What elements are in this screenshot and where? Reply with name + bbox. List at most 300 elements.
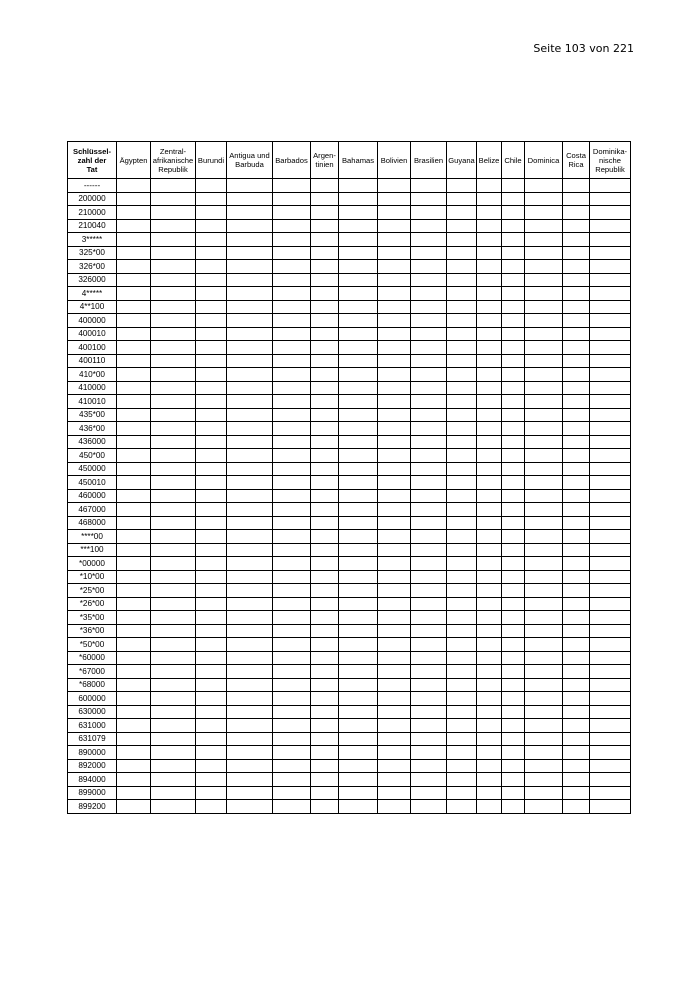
empty-cell <box>378 678 411 692</box>
empty-cell <box>525 557 563 571</box>
table-row <box>68 597 631 611</box>
table-row <box>68 503 631 517</box>
empty-cell <box>447 557 477 571</box>
empty-cell <box>227 260 273 274</box>
empty-cell <box>196 530 227 544</box>
empty-cell <box>117 314 151 328</box>
empty-cell <box>411 530 447 544</box>
empty-cell <box>563 638 590 652</box>
empty-cell <box>563 233 590 247</box>
empty-cell <box>273 422 311 436</box>
empty-cell <box>525 624 563 638</box>
empty-cell <box>590 543 631 557</box>
empty-cell <box>378 705 411 719</box>
empty-cell <box>477 287 502 301</box>
empty-cell <box>273 435 311 449</box>
table-row <box>68 570 631 584</box>
empty-cell <box>411 678 447 692</box>
empty-cell <box>411 543 447 557</box>
empty-cell <box>339 746 378 760</box>
empty-cell <box>477 746 502 760</box>
empty-cell <box>411 516 447 530</box>
empty-cell <box>411 408 447 422</box>
empty-cell <box>339 692 378 706</box>
empty-cell <box>447 192 477 206</box>
key-cell: 450*00 <box>68 449 117 463</box>
empty-cell <box>151 503 196 517</box>
empty-cell <box>311 192 339 206</box>
empty-cell <box>447 570 477 584</box>
country-column-header: Barbados <box>273 142 311 179</box>
empty-cell <box>151 233 196 247</box>
empty-cell <box>563 719 590 733</box>
page-number: Seite 103 von 221 <box>533 42 634 55</box>
empty-cell <box>273 300 311 314</box>
empty-cell <box>563 692 590 706</box>
empty-cell <box>117 327 151 341</box>
key-cell: 400010 <box>68 327 117 341</box>
empty-cell <box>196 584 227 598</box>
empty-cell <box>227 773 273 787</box>
empty-cell <box>590 476 631 490</box>
empty-cell <box>339 557 378 571</box>
empty-cell <box>525 206 563 220</box>
empty-cell <box>339 719 378 733</box>
empty-cell <box>273 246 311 260</box>
empty-cell <box>117 233 151 247</box>
empty-cell <box>563 192 590 206</box>
table-row <box>68 489 631 503</box>
key-cell: 4**100 <box>68 300 117 314</box>
empty-cell <box>378 624 411 638</box>
empty-cell <box>477 651 502 665</box>
country-column-header: Dominika- nische Republik <box>590 142 631 179</box>
empty-cell <box>502 219 525 233</box>
empty-cell <box>477 705 502 719</box>
empty-cell <box>411 206 447 220</box>
empty-cell <box>273 786 311 800</box>
empty-cell <box>151 422 196 436</box>
table-row <box>68 516 631 530</box>
empty-cell <box>117 705 151 719</box>
empty-cell <box>378 273 411 287</box>
empty-cell <box>411 570 447 584</box>
empty-cell <box>477 327 502 341</box>
empty-cell <box>563 435 590 449</box>
empty-cell <box>311 732 339 746</box>
empty-cell <box>477 516 502 530</box>
empty-cell <box>151 570 196 584</box>
empty-cell <box>525 246 563 260</box>
empty-cell <box>311 746 339 760</box>
empty-cell <box>563 759 590 773</box>
empty-cell <box>590 611 631 625</box>
empty-cell <box>339 233 378 247</box>
country-column-header: Costa Rica <box>563 142 590 179</box>
empty-cell <box>477 584 502 598</box>
empty-cell <box>502 327 525 341</box>
table-row <box>68 395 631 409</box>
empty-cell <box>227 422 273 436</box>
empty-cell <box>151 732 196 746</box>
empty-cell <box>477 597 502 611</box>
table-row <box>68 665 631 679</box>
empty-cell <box>196 233 227 247</box>
empty-cell <box>563 287 590 301</box>
empty-cell <box>502 624 525 638</box>
empty-cell <box>339 651 378 665</box>
key-cell: 326000 <box>68 273 117 287</box>
empty-cell <box>227 192 273 206</box>
empty-cell <box>502 773 525 787</box>
empty-cell <box>196 246 227 260</box>
key-cell: *60000 <box>68 651 117 665</box>
empty-cell <box>378 246 411 260</box>
empty-cell <box>447 719 477 733</box>
empty-cell <box>447 300 477 314</box>
key-cell: *67000 <box>68 665 117 679</box>
empty-cell <box>273 759 311 773</box>
empty-cell <box>378 219 411 233</box>
empty-cell <box>525 408 563 422</box>
key-cell: 600000 <box>68 692 117 706</box>
empty-cell <box>502 597 525 611</box>
empty-cell <box>196 408 227 422</box>
empty-cell <box>477 732 502 746</box>
empty-cell <box>339 246 378 260</box>
empty-cell <box>590 597 631 611</box>
empty-cell <box>378 179 411 193</box>
empty-cell <box>411 327 447 341</box>
empty-cell <box>196 327 227 341</box>
empty-cell <box>563 705 590 719</box>
empty-cell <box>273 705 311 719</box>
empty-cell <box>151 368 196 382</box>
empty-cell <box>525 503 563 517</box>
empty-cell <box>196 368 227 382</box>
empty-cell <box>502 651 525 665</box>
empty-cell <box>477 678 502 692</box>
empty-cell <box>339 435 378 449</box>
empty-cell <box>273 179 311 193</box>
empty-cell <box>151 719 196 733</box>
empty-cell <box>227 786 273 800</box>
empty-cell <box>151 395 196 409</box>
table-row <box>68 543 631 557</box>
empty-cell <box>273 557 311 571</box>
empty-cell <box>563 395 590 409</box>
table-row <box>68 584 631 598</box>
empty-cell <box>151 584 196 598</box>
empty-cell <box>590 422 631 436</box>
empty-cell <box>447 746 477 760</box>
table-row <box>68 273 631 287</box>
empty-cell <box>563 246 590 260</box>
empty-cell <box>339 354 378 368</box>
empty-cell <box>502 719 525 733</box>
empty-cell <box>477 368 502 382</box>
empty-cell <box>477 489 502 503</box>
empty-cell <box>477 692 502 706</box>
key-cell: 892000 <box>68 759 117 773</box>
empty-cell <box>590 557 631 571</box>
empty-cell <box>447 651 477 665</box>
table-row <box>68 287 631 301</box>
empty-cell <box>590 732 631 746</box>
empty-cell <box>227 503 273 517</box>
table-row <box>68 692 631 706</box>
empty-cell <box>378 489 411 503</box>
key-cell: 631000 <box>68 719 117 733</box>
empty-cell <box>151 746 196 760</box>
empty-cell <box>525 530 563 544</box>
key-cell: 631079 <box>68 732 117 746</box>
empty-cell <box>525 368 563 382</box>
empty-cell <box>339 800 378 814</box>
empty-cell <box>196 503 227 517</box>
empty-cell <box>311 179 339 193</box>
empty-cell <box>117 489 151 503</box>
key-cell: *35*00 <box>68 611 117 625</box>
empty-cell <box>502 287 525 301</box>
empty-cell <box>151 557 196 571</box>
empty-cell <box>563 651 590 665</box>
empty-cell <box>311 503 339 517</box>
empty-cell <box>117 368 151 382</box>
key-cell: 326*00 <box>68 260 117 274</box>
empty-cell <box>502 233 525 247</box>
table-row <box>68 719 631 733</box>
empty-cell <box>117 179 151 193</box>
empty-cell <box>411 462 447 476</box>
empty-cell <box>227 354 273 368</box>
empty-cell <box>502 449 525 463</box>
empty-cell <box>447 800 477 814</box>
empty-cell <box>590 530 631 544</box>
empty-cell <box>339 449 378 463</box>
table-row <box>68 705 631 719</box>
empty-cell <box>411 489 447 503</box>
empty-cell <box>311 719 339 733</box>
empty-cell <box>339 516 378 530</box>
empty-cell <box>411 611 447 625</box>
empty-cell <box>502 368 525 382</box>
empty-cell <box>502 314 525 328</box>
empty-cell <box>339 327 378 341</box>
empty-cell <box>339 179 378 193</box>
empty-cell <box>590 773 631 787</box>
empty-cell <box>477 773 502 787</box>
empty-cell <box>311 530 339 544</box>
empty-cell <box>477 611 502 625</box>
empty-cell <box>311 246 339 260</box>
empty-cell <box>502 422 525 436</box>
empty-cell <box>477 800 502 814</box>
empty-cell <box>563 381 590 395</box>
country-column-header: Chile <box>502 142 525 179</box>
table-row <box>68 530 631 544</box>
empty-cell <box>563 327 590 341</box>
empty-cell <box>311 327 339 341</box>
empty-cell <box>117 395 151 409</box>
empty-cell <box>311 287 339 301</box>
empty-cell <box>227 273 273 287</box>
empty-cell <box>525 665 563 679</box>
empty-cell <box>378 543 411 557</box>
empty-cell <box>525 341 563 355</box>
empty-cell <box>273 449 311 463</box>
empty-cell <box>117 354 151 368</box>
empty-cell <box>563 584 590 598</box>
empty-cell <box>502 705 525 719</box>
table-row <box>68 314 631 328</box>
empty-cell <box>196 435 227 449</box>
empty-cell <box>411 381 447 395</box>
empty-cell <box>196 786 227 800</box>
empty-cell <box>447 449 477 463</box>
key-cell: *25*00 <box>68 584 117 598</box>
empty-cell <box>525 638 563 652</box>
empty-cell <box>411 638 447 652</box>
empty-cell <box>227 219 273 233</box>
empty-cell <box>563 314 590 328</box>
empty-cell <box>196 746 227 760</box>
empty-cell <box>447 503 477 517</box>
empty-cell <box>590 219 631 233</box>
empty-cell <box>477 300 502 314</box>
empty-cell <box>447 260 477 274</box>
empty-cell <box>590 503 631 517</box>
empty-cell <box>117 759 151 773</box>
empty-cell <box>117 638 151 652</box>
empty-cell <box>311 300 339 314</box>
empty-cell <box>563 449 590 463</box>
empty-cell <box>447 219 477 233</box>
empty-cell <box>411 800 447 814</box>
empty-cell <box>447 530 477 544</box>
empty-cell <box>339 570 378 584</box>
empty-cell <box>447 597 477 611</box>
empty-cell <box>311 624 339 638</box>
empty-cell <box>339 381 378 395</box>
empty-cell <box>447 489 477 503</box>
empty-cell <box>525 719 563 733</box>
empty-cell <box>273 233 311 247</box>
country-column-header: Brasilien <box>411 142 447 179</box>
empty-cell <box>227 705 273 719</box>
empty-cell <box>502 786 525 800</box>
empty-cell <box>311 543 339 557</box>
empty-cell <box>590 435 631 449</box>
empty-cell <box>311 692 339 706</box>
empty-cell <box>196 624 227 638</box>
empty-cell <box>227 287 273 301</box>
empty-cell <box>151 246 196 260</box>
empty-cell <box>447 395 477 409</box>
empty-cell <box>117 773 151 787</box>
empty-cell <box>590 800 631 814</box>
empty-cell <box>563 300 590 314</box>
empty-cell <box>311 395 339 409</box>
empty-cell <box>273 651 311 665</box>
empty-cell <box>447 179 477 193</box>
empty-cell <box>477 422 502 436</box>
empty-cell <box>151 476 196 490</box>
empty-cell <box>525 678 563 692</box>
empty-cell <box>273 692 311 706</box>
empty-cell <box>339 395 378 409</box>
empty-cell <box>477 759 502 773</box>
empty-cell <box>311 233 339 247</box>
empty-cell <box>378 287 411 301</box>
empty-cell <box>590 381 631 395</box>
empty-cell <box>590 287 631 301</box>
empty-cell <box>411 246 447 260</box>
empty-cell <box>477 260 502 274</box>
empty-cell <box>117 651 151 665</box>
empty-cell <box>311 273 339 287</box>
empty-cell <box>563 422 590 436</box>
empty-cell <box>525 800 563 814</box>
empty-cell <box>196 476 227 490</box>
empty-cell <box>273 665 311 679</box>
empty-cell <box>411 624 447 638</box>
table-row <box>68 219 631 233</box>
empty-cell <box>196 300 227 314</box>
table-row <box>68 300 631 314</box>
empty-cell <box>477 354 502 368</box>
empty-cell <box>196 773 227 787</box>
empty-cell <box>273 260 311 274</box>
empty-cell <box>525 395 563 409</box>
empty-cell <box>563 773 590 787</box>
empty-cell <box>273 206 311 220</box>
empty-cell <box>196 651 227 665</box>
offense-key-table <box>67 141 631 814</box>
empty-cell <box>227 233 273 247</box>
empty-cell <box>477 233 502 247</box>
empty-cell <box>447 678 477 692</box>
empty-cell <box>378 597 411 611</box>
empty-cell <box>151 516 196 530</box>
empty-cell <box>273 719 311 733</box>
empty-cell <box>311 773 339 787</box>
key-cell: 4***** <box>68 287 117 301</box>
empty-cell <box>411 314 447 328</box>
table-row <box>68 435 631 449</box>
empty-cell <box>311 651 339 665</box>
empty-cell <box>378 368 411 382</box>
empty-cell <box>196 678 227 692</box>
empty-cell <box>477 395 502 409</box>
table-row <box>68 557 631 571</box>
empty-cell <box>502 570 525 584</box>
empty-cell <box>339 759 378 773</box>
empty-cell <box>339 530 378 544</box>
empty-cell <box>525 260 563 274</box>
table-row <box>68 651 631 665</box>
empty-cell <box>227 692 273 706</box>
empty-cell <box>311 665 339 679</box>
empty-cell <box>227 638 273 652</box>
empty-cell <box>339 786 378 800</box>
empty-cell <box>378 354 411 368</box>
key-cell: 436000 <box>68 435 117 449</box>
key-cell: *10*00 <box>68 570 117 584</box>
empty-cell <box>339 341 378 355</box>
empty-cell <box>117 786 151 800</box>
table-row <box>68 773 631 787</box>
